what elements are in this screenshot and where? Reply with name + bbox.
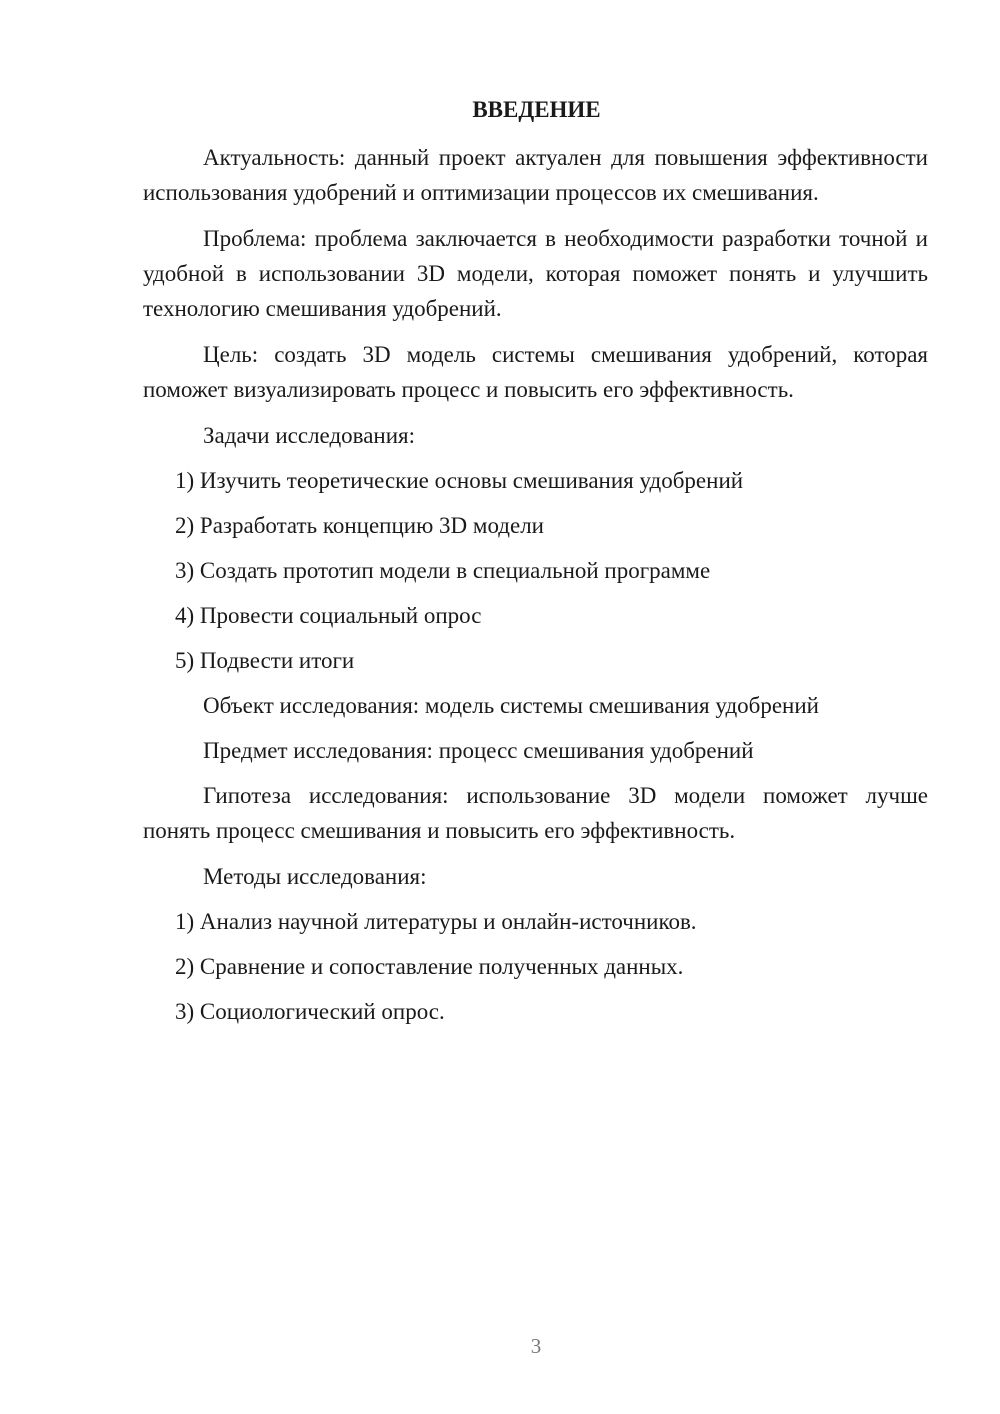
list-item: 4) Провести социальный опрос — [175, 603, 482, 628]
methods-list — [143, 904, 928, 1029]
tasks-heading: Задачи исследования: — [203, 423, 416, 448]
list-item: 2) Сравнение и сопоставление полученных данных. — [175, 954, 684, 979]
problem-paragraph: Проблема: проблема заключается в необходимости разработки точной и удобной в использовании 3D модели, которая поможет понять и улучшить технологию смешивания удобрений. — [143, 226, 928, 321]
methods-heading: Методы исследования: — [203, 864, 427, 889]
page-title: ВВЕДЕНИЕ — [472, 97, 601, 122]
list-item: 1) Изучить теоретические основы смешивания удобрений — [175, 468, 744, 493]
object-paragraph: Объект исследования: модель системы смешивания удобрений — [203, 693, 819, 718]
list-item: 3) Создать прототип модели в специальной программе — [175, 558, 711, 583]
tasks-list — [143, 463, 928, 678]
relevance-paragraph: Актуальность: данный проект актуален для повышения эффективности использования удобрений и оптимизации процессов их смешивания. — [143, 145, 928, 205]
list-item: 5) Подвести итоги — [175, 648, 355, 673]
document-body — [143, 93, 928, 1039]
page-number: 3 — [530, 1334, 542, 1358]
list-item: 3) Социологический опрос. — [175, 999, 445, 1024]
list-item: 1) Анализ научной литературы и онлайн-источников. — [175, 909, 697, 934]
goal-paragraph: Цель: создать 3D модель системы смешивания удобрений, которая поможет визуализировать процесс и повысить его эффективность. — [143, 342, 928, 402]
hypothesis-paragraph: Гипотеза исследования: использование 3D модели поможет лучше понять процесс смешивания и повысить его эффективность. — [143, 783, 928, 843]
subject-paragraph: Предмет исследования: процесс смешивания удобрений — [203, 738, 754, 763]
list-item: 2) Разработать концепцию 3D модели — [175, 513, 544, 538]
